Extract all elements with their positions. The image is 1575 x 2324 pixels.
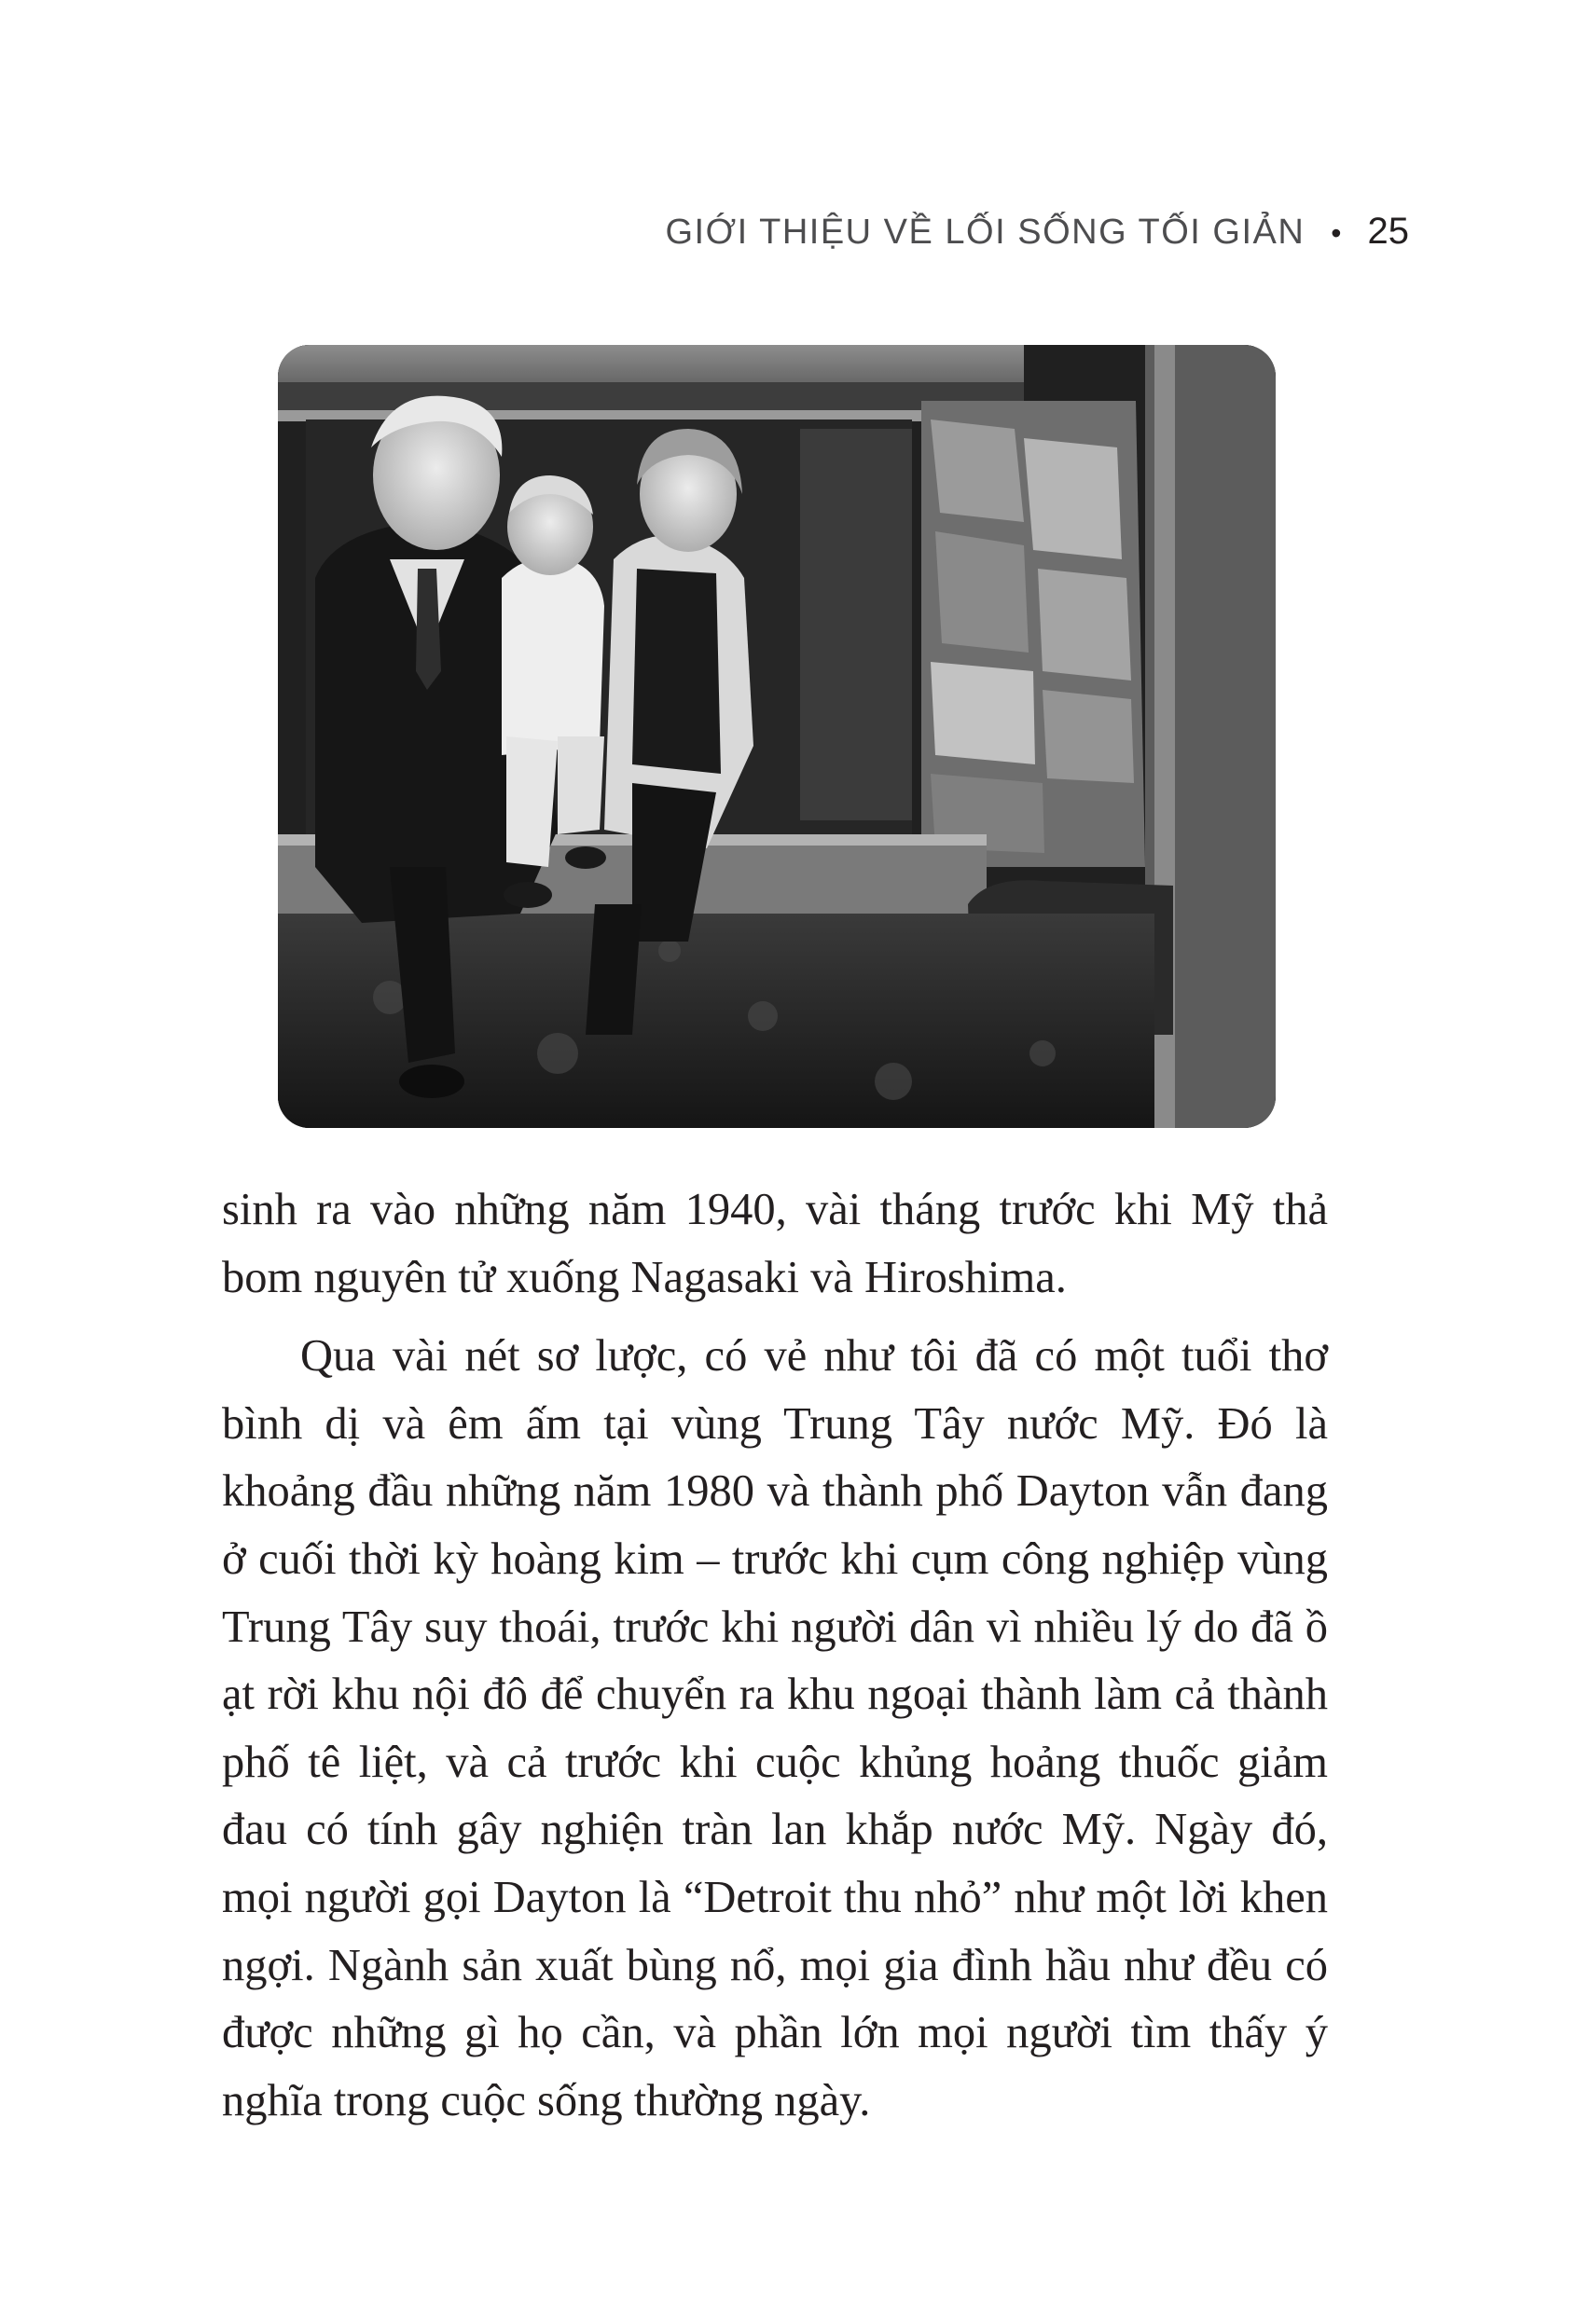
page-number: 25 <box>1367 211 1409 252</box>
family-photo <box>278 345 1276 1128</box>
separator-bullet: • <box>1331 216 1342 250</box>
paragraph-childhood: Qua vài nét sơ lược, có vẻ như tôi đã có một tuổi thơ bình dị và êm ấm tại vùng Trung Tây nước Mỹ. Đó là khoảng đầu những năm 1980 và thành phố Dayton vẫn đang ở cuối thời kỳ hoàng kim – trước khi cụm công nghiệp vùng Trung Tây suy thoái, trước khi người dân vì nhiều lý do đã ồ ạt rời khu nội đô để chuyển ra khu ngoại thành làm cả thành phố tê liệt, và cả trước khi cuộc khủng hoảng thuốc giảm đau có tính gây nghiện tràn lan khắp nước Mỹ. Ngày đó, mọi người gọi Dayton là “Detroit thu nhỏ” như một lời khen ngợi. Ngành sản xuất bùng nổ, mọi gia đình hầu như đều có được những gì họ cần, và phần lớn mọi người tìm thấy ý nghĩa trong cuộc sống thường ngày. <box>222 1331 1328 2125</box>
section-title: GIỚI THIỆU VỀ LỐI SỐNG TỐI GIẢN <box>665 213 1306 252</box>
running-head <box>665 211 1409 253</box>
body-text <box>222 1176 1328 2135</box>
paragraph-continuation: sinh ra vào những năm 1940, vài tháng trước khi Mỹ thả bom nguyên tử xuống Nagasaki và Hiroshima. <box>222 1185 1328 1302</box>
family-photo-illustration <box>278 345 1276 1128</box>
